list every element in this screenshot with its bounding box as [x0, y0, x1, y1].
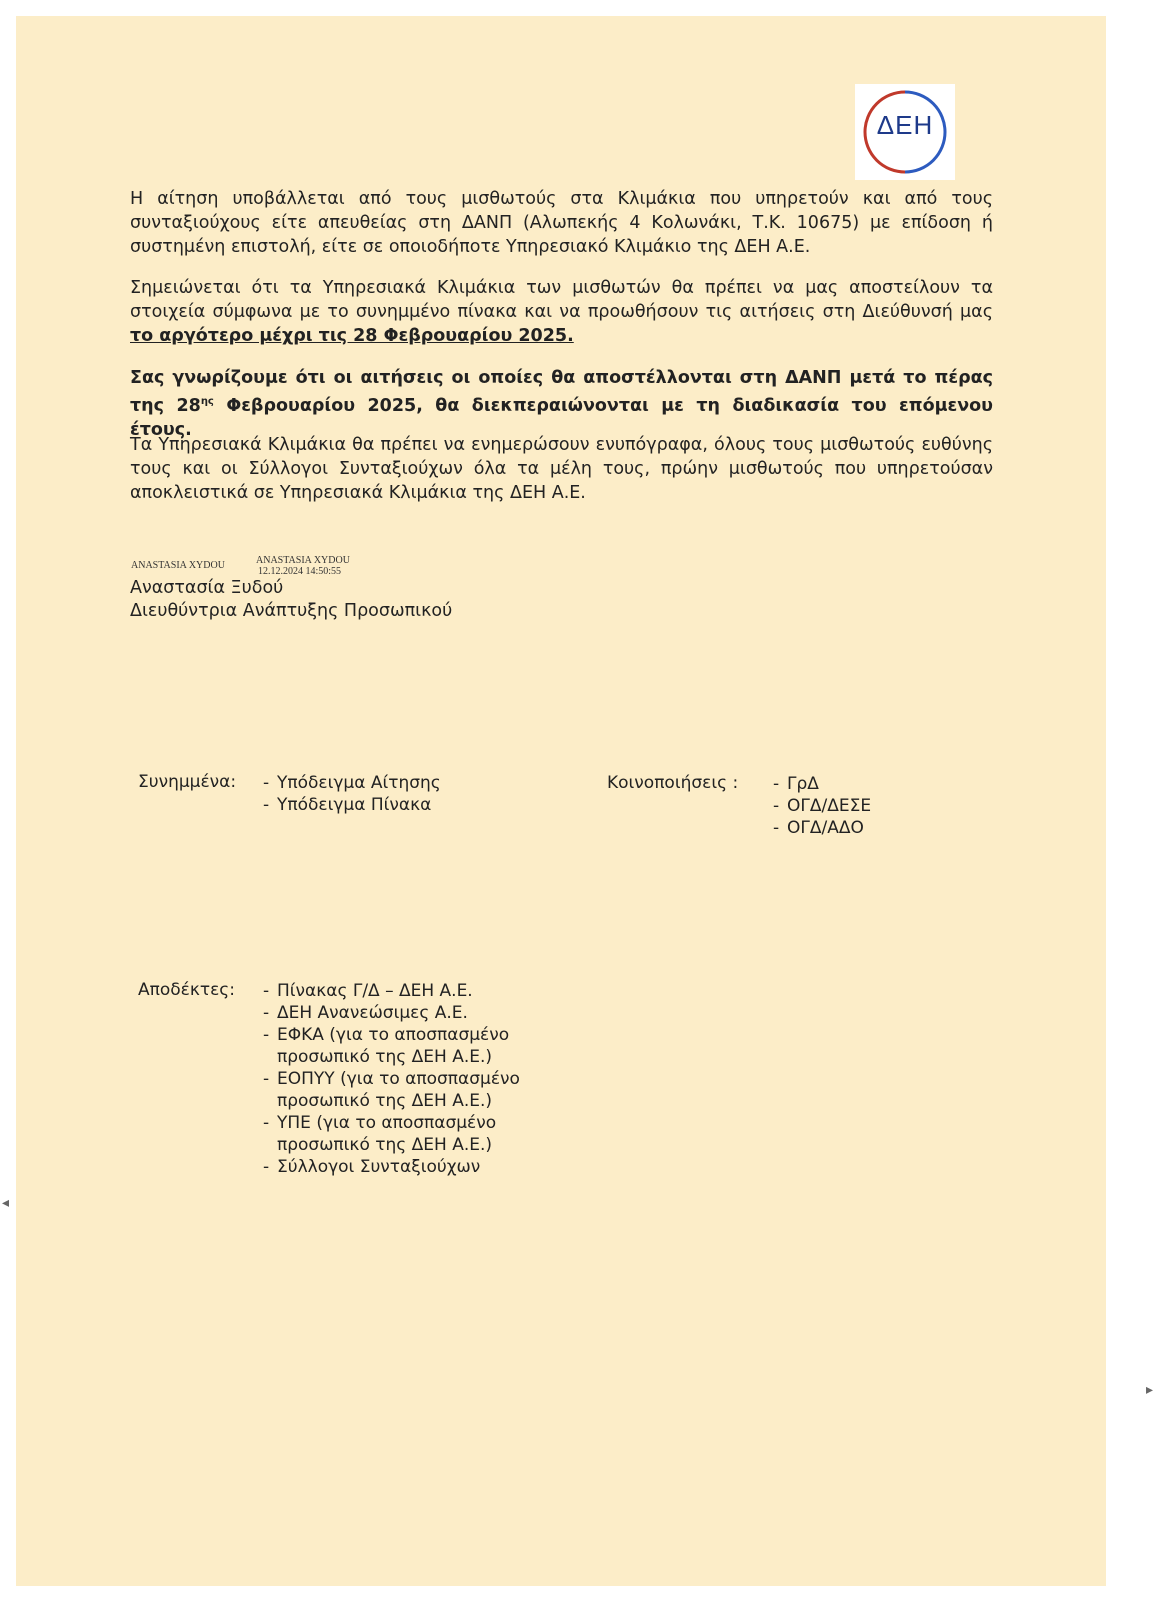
logo-text: ΔΕΗ [876, 110, 934, 140]
list-item: - Υπόδειγμα Πίνακα [263, 795, 432, 815]
list-item: - ΔΕΗ Ανανεώσιμες Α.Ε. [263, 1003, 468, 1023]
list-item: - Σύλλογοι Συνταξιούχων [263, 1157, 481, 1177]
list-item: - Υπόδειγμα Αίτησης [263, 773, 441, 793]
right-scan-mark: ▸ [1146, 1382, 1154, 1398]
digital-signature-stamp [256, 555, 350, 577]
recipients-label: Αποδέκτες: [138, 980, 236, 1000]
late-applications-text-a: Σας γνωρίζουμε ότι οι αιτήσεις οι οποίες θα αποστέλλονται στη ΔΑΝΠ μετά το πέρας της 28 [130, 368, 993, 416]
list-item: - ΕΟΠΥΥ (για το αποσπασμένο προσωπικό της ΔΕΗ Α.Ε.) [263, 1069, 520, 1111]
list-item: - ΕΦΚΑ (για το αποσπασμένο προσωπικό της ΔΕΗ Α.Ε.) [263, 1025, 510, 1067]
list-item: - ΥΠΕ (για το αποσπασμένο προσωπικό της ΔΕΗ Α.Ε.) [263, 1113, 497, 1155]
deadline-highlight: το αργότερο μέχρι τις 28 Φεβρουαρίου 2025. [130, 326, 574, 346]
recipients-list [263, 980, 520, 1178]
late-applications-text-b: Φεβρουαρίου 2025, θα διεκπεραιώνονται με τη διαδικασία του επόμενου έτους. [130, 395, 993, 440]
notifications-label: Κοινοποιήσεις : [607, 773, 739, 793]
paragraph-notification: Τα Υπηρεσιακά Κλιμάκια θα πρέπει να ενημερώσουν ενυπόγραφα, όλους τους μισθωτούς ευθύνης τους και οι Σύλλογοι Συνταξιούχων όλα τα μέλη τους, πρώην μισθωτούς που υπηρετούσαν αποκλειστικά σε Υπηρεσιακά Κλιμάκια της ΔΕΗ Α.Ε. [130, 435, 993, 503]
notifications-list [773, 773, 871, 839]
ordinal-suffix: ης [200, 396, 214, 407]
attachments-label: Συνημμένα: [138, 772, 237, 792]
digital-signature-date: 12.12.2024 14:50:55 [258, 566, 342, 577]
signatory-title: Διευθύντρια Ανάπτυξης Προσωπικού [130, 601, 453, 621]
paragraph-submission: Η αίτηση υποβάλλεται από τους μισθωτούς στα Κλιμάκια που υπηρετούν και από τους συνταξιούχους είτε απευθείας στη ΔΑΝΠ (Αλωπεκής 4 Κολωνάκι, Τ.Κ. 10675) με επίδοση ή συστημένη επιστολή, είτε σε οποιοδήποτε Υπηρεσιακό Κλιμάκιο της ΔΕΗ Α.Ε. [130, 189, 993, 257]
paragraph-late-applications [130, 366, 993, 442]
paragraph-deadline [130, 276, 993, 348]
company-logo [855, 84, 955, 180]
list-item: - ΓρΔ [773, 774, 819, 794]
paragraph-deadline-text: Σημειώνεται ότι τα Υπηρεσιακά Κλιμάκια των μισθωτών θα πρέπει να μας αποστείλουν τα στοιχεία σύμφωνα με το συνημμένο πίνακα και να προωθήσουν τις αιτήσεις στη Διεύθυνσή μας [130, 278, 993, 322]
digital-signature-name: ANASTASIA XYDOU [131, 560, 225, 571]
digital-signature-stamp-name: ANASTASIA XYDOU [256, 555, 350, 566]
list-item: - ΟΓΔ/ΔΕΣΕ [773, 796, 872, 816]
attachments-list [263, 772, 441, 816]
list-item: - Πίνακας Γ/Δ – ΔΕΗ Α.Ε. [263, 981, 473, 1001]
signatory-name: Αναστασία Ξυδού [130, 578, 284, 598]
list-item: - ΟΓΔ/ΑΔΟ [773, 818, 864, 838]
left-scan-mark: ◂ [2, 1195, 10, 1211]
